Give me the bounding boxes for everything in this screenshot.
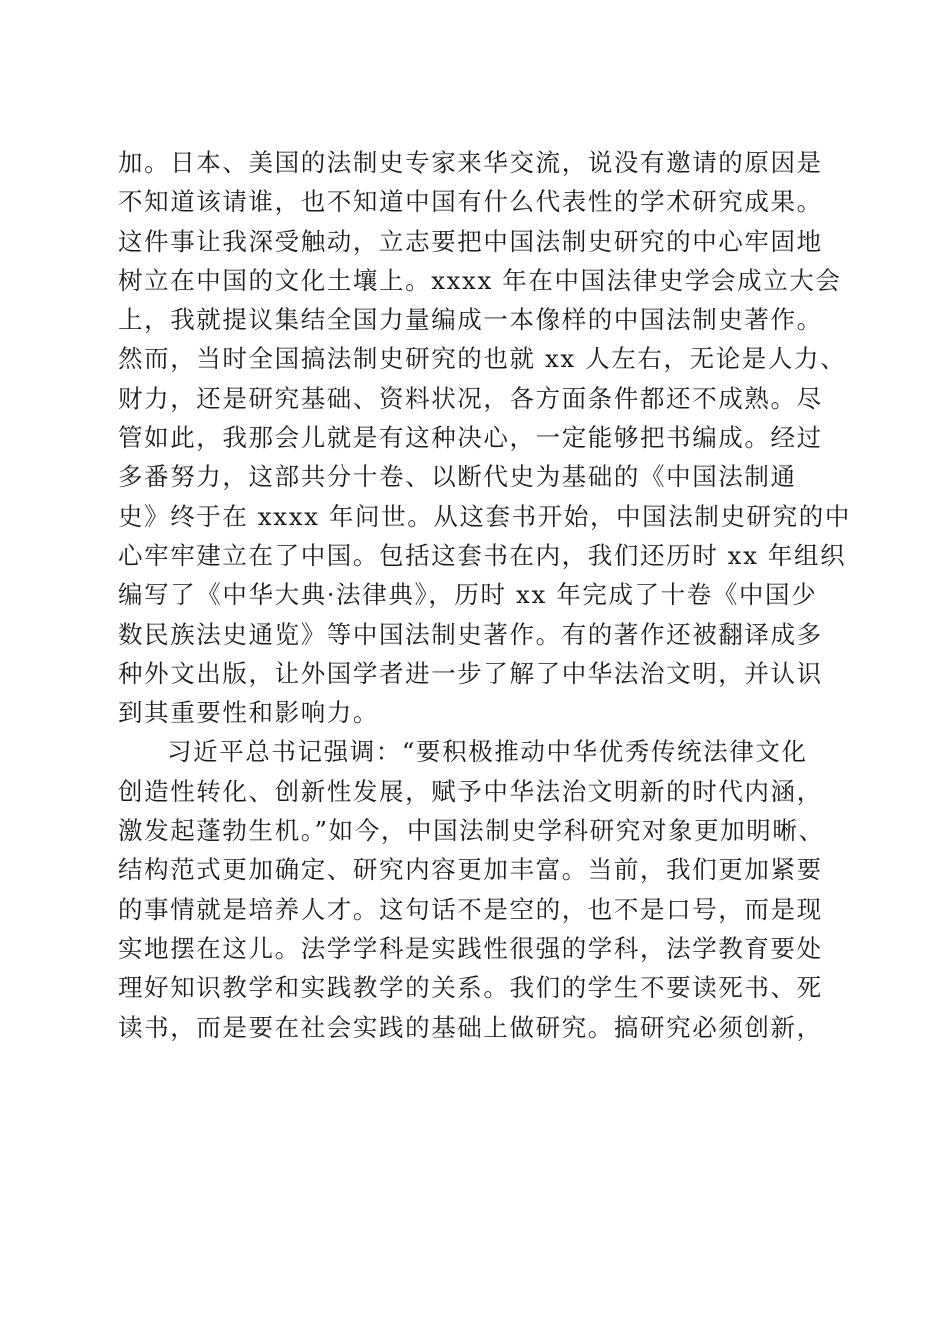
text-line: 激发起蓬勃生机。”如今，中国法制史学科研究对象更加明晰、 bbox=[118, 816, 825, 846]
text-line: 这件事让我深受触动，立志要把中国法制史研究的中心牢固地 bbox=[118, 226, 823, 256]
text-line: 史》终于在 xxxx 年问世。从这套书开始，中国法制史研究的中 bbox=[118, 501, 851, 531]
paragraph-start-line: 习近平总书记强调：“要积极推动中华优秀传统法律文化 bbox=[167, 737, 808, 767]
text-line: 管如此，我那会儿就是有这种决心，一定能够把书编成。经过 bbox=[118, 423, 823, 453]
text-line: 编写了《中华大典·法律典》，历时 xx 年完成了十卷《中国少 bbox=[118, 580, 818, 610]
text-line: 数民族法史通览》等中国法制史著作。有的著作还被翻译成多 bbox=[118, 619, 823, 649]
text-line: 然而，当时全国搞法制史研究的也就 xx 人左右，无论是人力、 bbox=[118, 344, 847, 374]
text-line: 结构范式更加确定、研究内容更加丰富。当前，我们更加紧要 bbox=[118, 855, 823, 885]
text-line: 多番努力，这部共分十卷、以断代史为基础的《中国法制通 bbox=[118, 462, 797, 492]
text-line: 创造性转化、创新性发展，赋予中华法治文明新的时代内涵， bbox=[118, 776, 823, 806]
text-line: 树立在中国的文化土壤上。xxxx 年在中国法律史学会成立大会 bbox=[118, 265, 842, 295]
body-text bbox=[118, 143, 851, 1047]
text-line: 实地摆在这儿。法学学科是实践性很强的学科，法学教育要处 bbox=[118, 933, 823, 963]
text-line: 理好知识教学和实践教学的关系。我们的学生不要读死书、死 bbox=[118, 973, 823, 1003]
text-line: 的事情就是培养人才。这句话不是空的，也不是口号，而是现 bbox=[118, 894, 823, 924]
text-line: 读书，而是要在社会实践的基础上做研究。搞研究必须创新， bbox=[118, 1012, 823, 1042]
text-line: 财力，还是研究基础、资料状况，各方面条件都还不成熟。尽 bbox=[118, 383, 823, 413]
text-line: 不知道该请谁，也不知道中国有什么代表性的学术研究成果。 bbox=[118, 187, 823, 217]
text-line: 上，我就提议集结全国力量编成一本像样的中国法制史著作。 bbox=[118, 305, 823, 335]
text-line: 到其重要性和影响力。 bbox=[118, 698, 379, 728]
text-line: 种外文出版，让外国学者进一步了解了中华法治文明，并认识 bbox=[118, 658, 823, 688]
text-line: 心牢牢建立在了中国。包括这套书在内，我们还历时 xx 年组织 bbox=[118, 540, 847, 570]
text-line: 加。日本、美国的法制史专家来华交流，说没有邀请的原因是 bbox=[118, 148, 823, 177]
